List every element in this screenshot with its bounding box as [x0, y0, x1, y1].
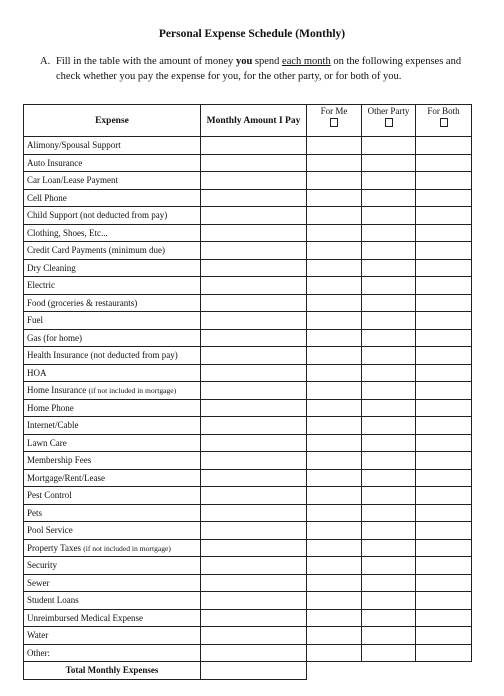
- expense-label-cell: [24, 487, 201, 505]
- for-me-cell[interactable]: [307, 277, 362, 295]
- table-row: [24, 557, 472, 575]
- for-me-cell[interactable]: [307, 329, 362, 347]
- monthly-amount-cell[interactable]: [201, 399, 307, 417]
- expense-label: Credit Card Payments (minimum due): [27, 245, 165, 256]
- table-row: [24, 382, 472, 400]
- for-me-checkbox-icon: [330, 118, 338, 127]
- expense-label: Pest Control: [27, 490, 72, 501]
- for-me-cell[interactable]: [307, 644, 362, 662]
- expense-label: Security: [27, 560, 57, 571]
- for-me-cell[interactable]: [307, 259, 362, 277]
- expense-rows: [24, 137, 472, 662]
- monthly-amount-cell[interactable]: [201, 189, 307, 207]
- other-party-cell[interactable]: [362, 364, 416, 382]
- monthly-amount-cell[interactable]: [201, 224, 307, 242]
- expense-label-cell: [24, 399, 201, 417]
- header-for-both-label: For Both: [427, 106, 460, 116]
- expense-label-cell: [24, 312, 201, 330]
- expense-label-cell: [24, 574, 201, 592]
- expense-label: Membership Fees: [27, 455, 92, 466]
- for-both-cell[interactable]: [416, 452, 472, 470]
- expense-label: Gas (for home): [27, 332, 82, 343]
- for-me-cell[interactable]: [307, 382, 362, 400]
- monthly-amount-cell[interactable]: [201, 539, 307, 557]
- other-party-cell[interactable]: [362, 627, 416, 645]
- expense-label-cell: [24, 522, 201, 540]
- table-row: [24, 277, 472, 295]
- expense-table: [23, 104, 472, 680]
- monthly-amount-cell[interactable]: [201, 137, 307, 155]
- expense-label-cell: [24, 294, 201, 312]
- for-both-cell[interactable]: [416, 644, 472, 662]
- other-party-cell[interactable]: [362, 609, 416, 627]
- other-party-cell[interactable]: [362, 434, 416, 452]
- for-me-cell[interactable]: [307, 504, 362, 522]
- expense-label: Mortgage/Rent/Lease: [27, 472, 105, 483]
- expense-label-cell: [24, 609, 201, 627]
- header-monthly-amount: Monthly Amount I Pay: [201, 105, 307, 137]
- instruction-label: A.: [40, 56, 51, 67]
- other-party-cell[interactable]: [362, 277, 416, 295]
- for-me-cell[interactable]: [307, 242, 362, 260]
- for-both-cell[interactable]: [416, 329, 472, 347]
- other-party-cell[interactable]: [362, 224, 416, 242]
- other-party-cell[interactable]: [362, 154, 416, 172]
- other-party-cell[interactable]: [362, 329, 416, 347]
- for-me-cell[interactable]: [307, 154, 362, 172]
- table-row: [24, 487, 472, 505]
- monthly-amount-cell[interactable]: [201, 382, 307, 400]
- instruction-text-after: on the following expenses and check whether you pay the expense for you, for the other party, or for both of you.: [56, 56, 462, 82]
- for-me-cell[interactable]: [307, 294, 362, 312]
- table-row: [24, 504, 472, 522]
- expense-label-cell: [24, 417, 201, 435]
- table-row: [24, 294, 472, 312]
- header-other-party: [362, 105, 416, 137]
- expense-label-cell: [24, 539, 201, 557]
- expense-label: Electric: [27, 280, 55, 291]
- expense-label: Auto Insurance: [27, 157, 83, 168]
- other-party-cell[interactable]: [362, 557, 416, 575]
- other-party-cell[interactable]: [362, 172, 416, 190]
- monthly-amount-cell[interactable]: [201, 417, 307, 435]
- table-row: [24, 434, 472, 452]
- expense-label-cell: [24, 329, 201, 347]
- table-row: [24, 627, 472, 645]
- other-party-cell[interactable]: [362, 189, 416, 207]
- monthly-amount-cell[interactable]: [201, 294, 307, 312]
- expense-label: Pets: [27, 507, 43, 518]
- for-both-cell[interactable]: [416, 207, 472, 225]
- table-row: [24, 137, 472, 155]
- for-both-cell[interactable]: [416, 522, 472, 540]
- table-row: [24, 224, 472, 242]
- document-title: Personal Expense Schedule (Monthly): [158, 28, 346, 40]
- table-row: [24, 399, 472, 417]
- for-both-cell[interactable]: [416, 277, 472, 295]
- expense-label: Child Support (not deducted from pay): [27, 210, 168, 221]
- header-for-me-label: For Me: [320, 106, 348, 116]
- table-row: [24, 592, 472, 610]
- total-spacer: [362, 662, 416, 680]
- for-me-cell[interactable]: [307, 469, 362, 487]
- for-me-cell[interactable]: [307, 137, 362, 155]
- expense-label: Dry Cleaning: [27, 262, 76, 273]
- for-me-cell[interactable]: [307, 487, 362, 505]
- expense-label-cell: [24, 452, 201, 470]
- monthly-amount-cell[interactable]: [201, 172, 307, 190]
- table-row: [24, 522, 472, 540]
- expense-label-cell: [24, 207, 201, 225]
- expense-label: Food (groceries & restaurants): [27, 297, 138, 308]
- expense-label-cell: [24, 172, 201, 190]
- other-party-cell[interactable]: [362, 294, 416, 312]
- instruction-paragraph: [40, 54, 480, 84]
- expense-label-cell: [24, 469, 201, 487]
- for-me-cell[interactable]: [307, 557, 362, 575]
- header-for-me: [307, 105, 362, 137]
- for-me-cell[interactable]: [307, 627, 362, 645]
- for-me-cell[interactable]: [307, 399, 362, 417]
- for-me-cell[interactable]: [307, 364, 362, 382]
- expense-label-cell: [24, 627, 201, 645]
- expense-label: Pool Service: [27, 525, 73, 536]
- monthly-amount-cell[interactable]: [201, 609, 307, 627]
- table-row: [24, 452, 472, 470]
- for-me-cell[interactable]: [307, 312, 362, 330]
- table-row: [24, 312, 472, 330]
- for-both-cell[interactable]: [416, 434, 472, 452]
- monthly-amount-cell[interactable]: [201, 259, 307, 277]
- other-party-cell[interactable]: [362, 469, 416, 487]
- other-party-cell[interactable]: [362, 452, 416, 470]
- expense-label: Property Taxes: [27, 542, 84, 553]
- instruction-emphasis-you: you: [235, 56, 253, 67]
- expense-label-cell: [24, 259, 201, 277]
- other-party-cell[interactable]: [362, 312, 416, 330]
- expense-label: Unreimbursed Medical Expense: [27, 612, 143, 623]
- expense-label: Internet/Cable: [27, 420, 79, 431]
- monthly-amount-cell[interactable]: [201, 469, 307, 487]
- expense-label-cell: [24, 592, 201, 610]
- other-party-cell[interactable]: [362, 399, 416, 417]
- monthly-amount-cell[interactable]: [201, 364, 307, 382]
- expense-label: HOA: [27, 367, 47, 378]
- monthly-amount-cell[interactable]: [201, 522, 307, 540]
- other-party-cell[interactable]: [362, 539, 416, 557]
- for-both-cell[interactable]: [416, 172, 472, 190]
- expense-label-cell: [24, 242, 201, 260]
- expense-label: Home Phone: [27, 402, 74, 413]
- for-both-cell[interactable]: [416, 504, 472, 522]
- total-spacer: [307, 662, 362, 680]
- expense-label-cell: [24, 137, 201, 155]
- expense-label: Water: [27, 630, 49, 641]
- expense-note: (if not included in mortgage): [88, 386, 177, 396]
- for-both-cell[interactable]: [416, 627, 472, 645]
- monthly-amount-cell[interactable]: [201, 312, 307, 330]
- monthly-amount-cell[interactable]: [201, 627, 307, 645]
- for-me-cell[interactable]: [307, 574, 362, 592]
- table-row: [24, 259, 472, 277]
- for-both-cell[interactable]: [416, 137, 472, 155]
- total-label: Total Monthly Expenses: [24, 662, 201, 680]
- for-both-cell[interactable]: [416, 294, 472, 312]
- monthly-amount-cell[interactable]: [201, 574, 307, 592]
- for-me-cell[interactable]: [307, 434, 362, 452]
- table-row: [24, 347, 472, 365]
- table-row: [24, 207, 472, 225]
- expense-label: Alimony/Spousal Support: [27, 140, 121, 151]
- other-party-cell[interactable]: [362, 382, 416, 400]
- for-me-cell[interactable]: [307, 592, 362, 610]
- other-party-cell[interactable]: [362, 487, 416, 505]
- monthly-amount-cell[interactable]: [201, 434, 307, 452]
- monthly-amount-cell[interactable]: [201, 347, 307, 365]
- for-both-checkbox-icon: [440, 118, 448, 127]
- monthly-amount-cell[interactable]: [201, 592, 307, 610]
- table-row: [24, 189, 472, 207]
- for-me-cell[interactable]: [307, 609, 362, 627]
- expense-label: Sewer: [27, 577, 50, 588]
- for-both-cell[interactable]: [416, 469, 472, 487]
- other-party-cell[interactable]: [362, 522, 416, 540]
- expense-label: Clothing, Shoes, Etc...: [27, 227, 108, 238]
- expense-label: Fuel: [27, 315, 44, 326]
- table-row: [24, 417, 472, 435]
- for-both-cell[interactable]: [416, 539, 472, 557]
- expense-label: Car Loan/Lease Payment: [27, 175, 118, 186]
- for-me-cell[interactable]: [307, 347, 362, 365]
- expense-note: (if not included in mortgage): [83, 543, 171, 553]
- for-both-cell[interactable]: [416, 487, 472, 505]
- for-me-cell[interactable]: [307, 189, 362, 207]
- other-party-cell[interactable]: [362, 207, 416, 225]
- for-both-cell[interactable]: [416, 609, 472, 627]
- expense-label-cell: [24, 434, 201, 452]
- for-me-cell[interactable]: [307, 207, 362, 225]
- for-me-cell[interactable]: [307, 452, 362, 470]
- table-row: [24, 329, 472, 347]
- monthly-amount-cell[interactable]: [201, 207, 307, 225]
- expense-label-cell: [24, 154, 201, 172]
- other-party-cell[interactable]: [362, 417, 416, 435]
- other-party-checkbox-icon: [385, 118, 393, 127]
- for-me-cell[interactable]: [307, 417, 362, 435]
- expense-label-cell: [24, 644, 201, 662]
- expense-label-cell: [24, 347, 201, 365]
- other-party-cell[interactable]: [362, 347, 416, 365]
- expense-label: Lawn Care: [27, 437, 67, 448]
- table-row: [24, 644, 472, 662]
- total-amount-cell[interactable]: [201, 662, 307, 680]
- for-both-cell[interactable]: [416, 382, 472, 400]
- monthly-amount-cell[interactable]: [201, 504, 307, 522]
- expense-label-cell: [24, 504, 201, 522]
- table-row: [24, 364, 472, 382]
- expense-label: Student Loans: [27, 595, 79, 606]
- instruction-text-before: Fill in the table with the amount of money: [56, 56, 236, 67]
- table-row: [24, 469, 472, 487]
- for-both-cell[interactable]: [416, 312, 472, 330]
- expense-label-cell: [24, 224, 201, 242]
- expense-label-cell: [24, 189, 201, 207]
- for-both-cell[interactable]: [416, 189, 472, 207]
- for-both-cell[interactable]: [416, 154, 472, 172]
- table-row: [24, 242, 472, 260]
- monthly-amount-cell[interactable]: [201, 329, 307, 347]
- table-row: [24, 574, 472, 592]
- expense-label: Health Insurance (not deducted from pay): [27, 350, 178, 361]
- other-party-cell[interactable]: [362, 259, 416, 277]
- other-party-cell[interactable]: [362, 644, 416, 662]
- for-both-cell[interactable]: [416, 557, 472, 575]
- monthly-amount-cell[interactable]: [201, 557, 307, 575]
- instruction-text-mid: spend: [252, 56, 283, 67]
- for-both-cell[interactable]: [416, 259, 472, 277]
- total-row: [24, 662, 472, 680]
- for-both-cell[interactable]: [416, 417, 472, 435]
- header-expense: Expense: [24, 105, 201, 137]
- monthly-amount-cell[interactable]: [201, 242, 307, 260]
- other-party-cell[interactable]: [362, 242, 416, 260]
- other-party-cell[interactable]: [362, 592, 416, 610]
- instruction-text: [56, 54, 480, 84]
- header-other-party-label: Other Party: [367, 106, 410, 116]
- expense-label: Cell Phone: [27, 192, 67, 203]
- table-row: [24, 172, 472, 190]
- for-me-cell[interactable]: [307, 522, 362, 540]
- expense-label-cell: [24, 382, 201, 400]
- for-both-cell[interactable]: [416, 399, 472, 417]
- total-spacer: [416, 662, 472, 680]
- for-me-cell[interactable]: [307, 172, 362, 190]
- monthly-amount-cell[interactable]: [201, 644, 307, 662]
- for-both-cell[interactable]: [416, 364, 472, 382]
- monthly-amount-cell[interactable]: [201, 154, 307, 172]
- header-for-both: [416, 105, 472, 137]
- for-both-cell[interactable]: [416, 347, 472, 365]
- other-party-cell[interactable]: [362, 574, 416, 592]
- for-both-cell[interactable]: [416, 242, 472, 260]
- table-header-row: [24, 105, 472, 137]
- table-row: [24, 539, 472, 557]
- for-both-cell[interactable]: [416, 574, 472, 592]
- other-party-cell[interactable]: [362, 137, 416, 155]
- for-both-cell[interactable]: [416, 224, 472, 242]
- expense-label: Home Insurance: [27, 385, 89, 396]
- expense-label: Other:: [27, 647, 50, 658]
- instruction-emphasis-each-month: each month: [282, 56, 331, 67]
- for-me-cell[interactable]: [307, 224, 362, 242]
- for-me-cell[interactable]: [307, 539, 362, 557]
- expense-label-cell: [24, 364, 201, 382]
- table-row: [24, 154, 472, 172]
- monthly-amount-cell[interactable]: [201, 277, 307, 295]
- expense-label-cell: [24, 557, 201, 575]
- expense-label-cell: [24, 277, 201, 295]
- other-party-cell[interactable]: [362, 504, 416, 522]
- monthly-amount-cell[interactable]: [201, 487, 307, 505]
- for-both-cell[interactable]: [416, 592, 472, 610]
- monthly-amount-cell[interactable]: [201, 452, 307, 470]
- table-row: [24, 609, 472, 627]
